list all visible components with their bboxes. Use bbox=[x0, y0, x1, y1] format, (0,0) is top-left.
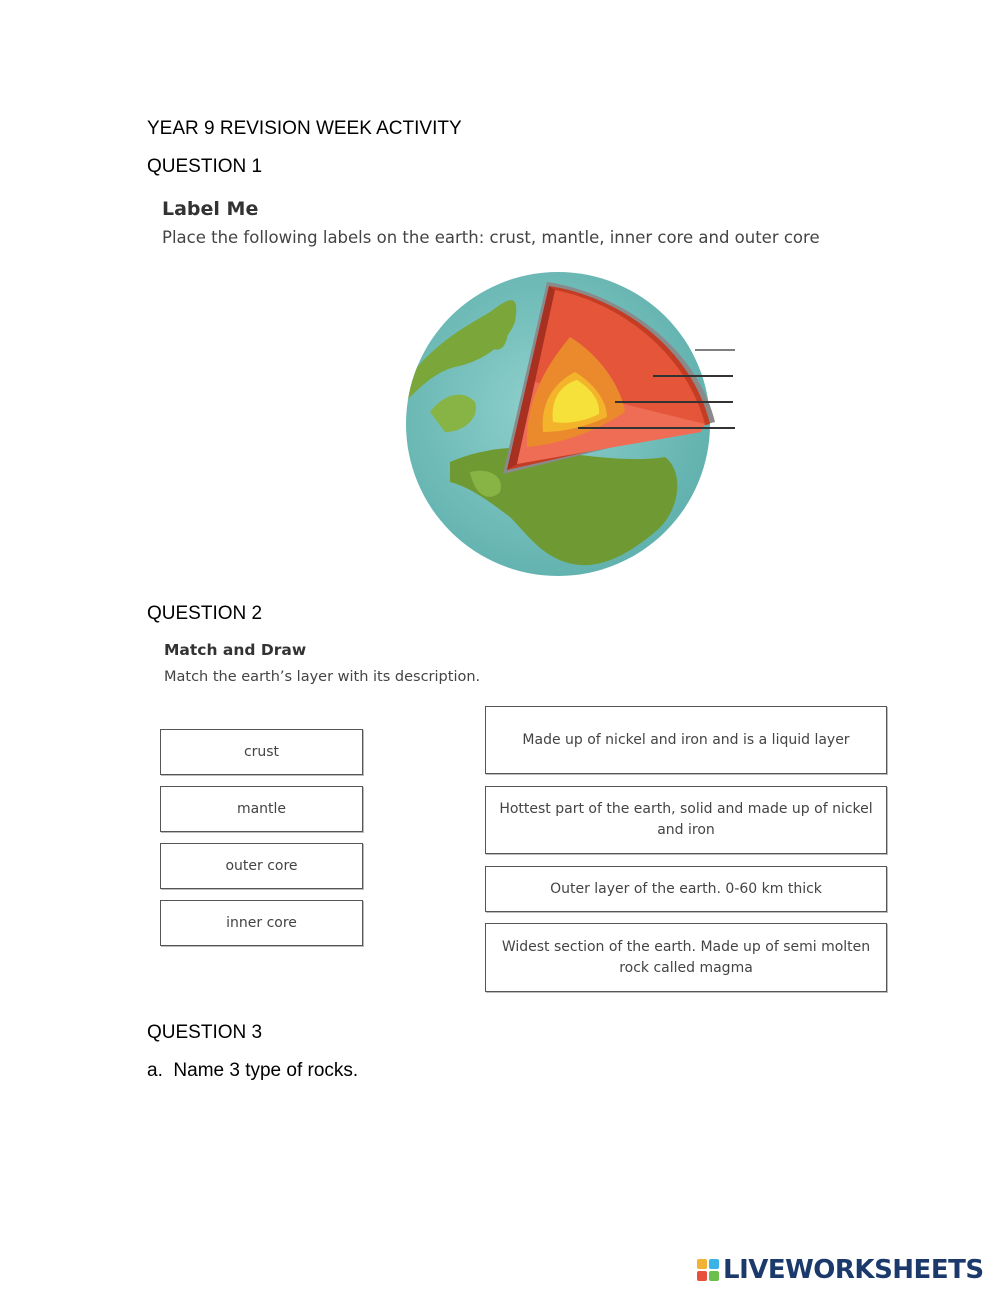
question-2-instruction: Match the earth’s layer with its description. bbox=[164, 669, 481, 685]
layer-box-outer-core[interactable]: outer core bbox=[160, 843, 363, 889]
brand-name: LIVEWORKSHEETS bbox=[723, 1255, 984, 1285]
layer-box-crust[interactable]: crust bbox=[160, 729, 363, 775]
earth-globe bbox=[405, 272, 715, 576]
description-box-3[interactable]: Outer layer of the earth. 0-60 km thick bbox=[485, 866, 887, 912]
worksheet-title: YEAR 9 REVISION WEEK ACTIVITY bbox=[147, 118, 462, 139]
question-1-title: Label Me bbox=[162, 198, 259, 220]
liveworksheets-logo bbox=[697, 1255, 984, 1285]
question-1-instruction: Place the following labels on the earth: crust, mantle, inner core and outer core bbox=[162, 228, 820, 247]
description-box-1[interactable]: Made up of nickel and iron and is a liquid layer bbox=[485, 706, 887, 774]
question-2-title: Match and Draw bbox=[164, 641, 307, 659]
question-3-label: QUESTION 3 bbox=[147, 1022, 263, 1043]
description-box-4[interactable]: Widest section of the earth. Made up of semi molten rock called magma bbox=[485, 923, 887, 992]
earth-layers-diagram bbox=[395, 272, 745, 582]
logo-icon bbox=[697, 1259, 719, 1281]
layer-box-inner-core[interactable]: inner core bbox=[160, 900, 363, 946]
question-1-label: QUESTION 1 bbox=[147, 156, 263, 177]
layer-box-mantle[interactable]: mantle bbox=[160, 786, 363, 832]
question-3-item-a: a. Name 3 type of rocks. bbox=[147, 1060, 359, 1081]
question-2-label: QUESTION 2 bbox=[147, 603, 263, 624]
description-box-2[interactable]: Hottest part of the earth, solid and made up of nickel and iron bbox=[485, 786, 887, 854]
